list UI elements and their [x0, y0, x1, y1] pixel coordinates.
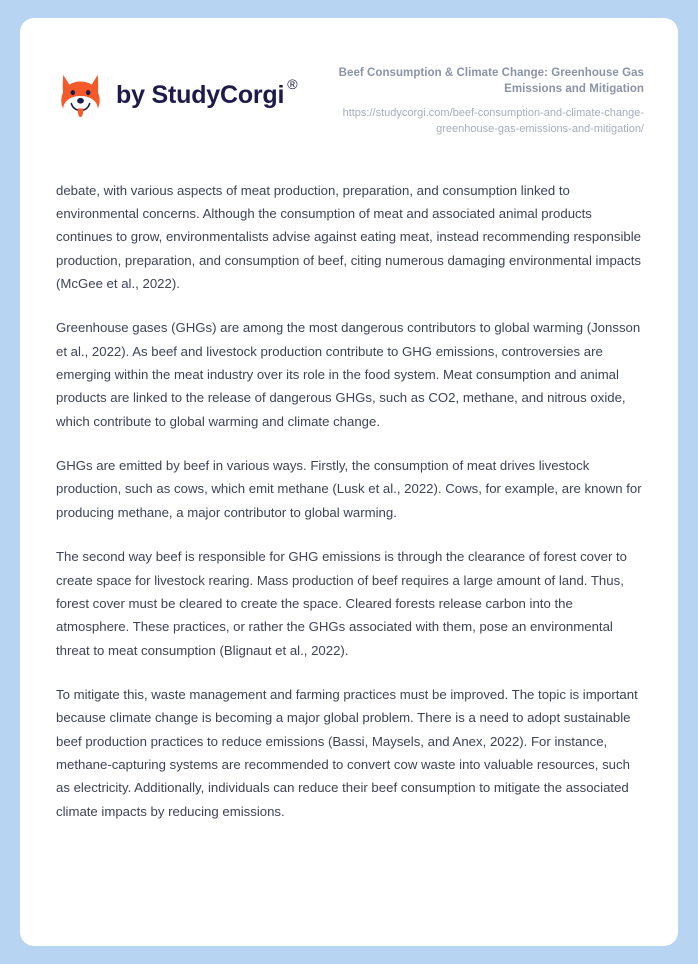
article-paragraph: GHGs are emitted by beef in various ways. Firstly, the consumption of meat drives livestock production, such as cows, which emit methane (Lusk et al., 2022). Cows, for example, are known for producing methane, a major contributor to global warming.	[56, 458, 642, 520]
article-paragraph: The second way beef is responsible for GHG emissions is through the clearance of forest cover to create space for livestock rearing. Mass production of beef requires a large amount of land. Thus, forest cover must be cleared to create the space. Cleared forests release carbon into the atmosphere. These practices, or rather the GHGs associated with them, pose an environmental threat to meat consumption (Blignaut et al., 2022).	[56, 549, 628, 658]
article-paragraph: debate, with various aspects of meat production, preparation, and consumption linked to environmental concerns. Although the consumption of meat and associated animal products continues to grow, environmentalists advise against eating meat, instead recommending responsible production, preparation, and consumption of beef, citing numerous damaging environmental impacts (McGee et al., 2022).	[56, 182, 641, 291]
page-title: Beef Consumption & Climate Change: Greenhouse Gas Emissions and Mitigation	[338, 67, 644, 96]
article-paragraph: Greenhouse gases (GHGs) are among the most dangerous contributors to global warming (Jonsson et al., 2022). As beef and livestock production contribute to GHG emissions, controversies are emerging within the meat industry over its role in the food system. Meat consumption and animal products are linked to the release of dangerous GHGs, such as CO2, methane, and nitrous oxide, which contribute to global warming and climate change.	[56, 320, 641, 429]
brand-logo-group[interactable]	[56, 63, 297, 119]
source-url[interactable]: https://studycorgi.com/beef-consumption-and-climate-change-greenhouse-gas-emissions-and-mitigation/	[342, 106, 644, 135]
document-page	[20, 18, 678, 946]
article-body	[20, 179, 678, 824]
registered-trademark-icon: ®	[287, 75, 298, 92]
brand-wordmark-text: by StudyCorgi	[116, 80, 285, 109]
corgi-head-icon	[56, 71, 105, 119]
brand-wordmark	[116, 75, 298, 109]
document-meta	[309, 63, 644, 138]
article-paragraph: To mitigate this, waste management and farming practices must be improved. The topic is important because climate change is becoming a major global problem. There is a need to adopt sustainable beef production practices to reduce emissions (Bassi, Maysels, and Anex, 2022). For instance, methane-capturing systems are recommended to convert cow waste into valuable resources, such as electricity. Additionally, individuals can reduce their beef consumption to mitigate the associated climate impacts by reducing emissions.	[56, 687, 638, 819]
document-header	[20, 18, 678, 138]
